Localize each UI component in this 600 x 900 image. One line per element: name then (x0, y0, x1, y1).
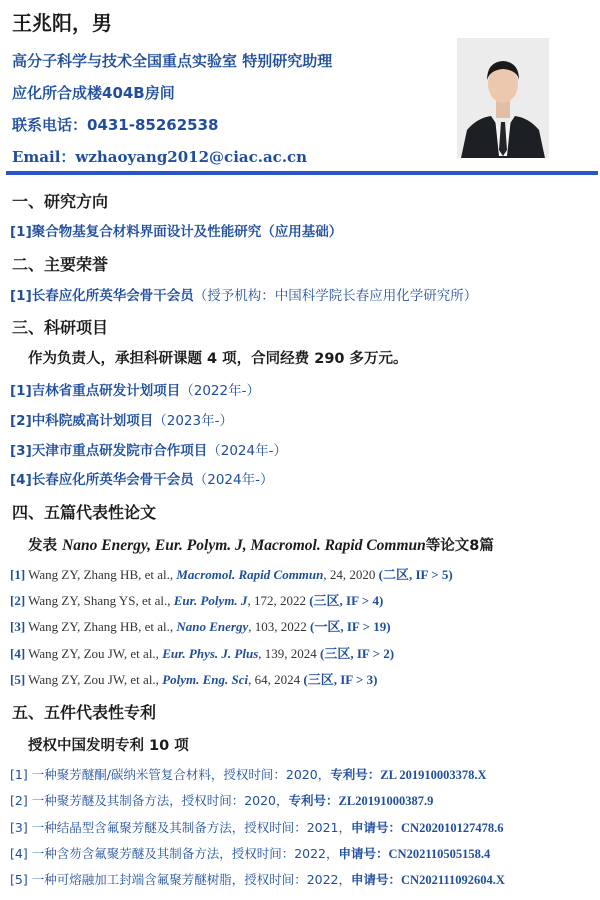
patent-label: 申请号： (351, 820, 402, 835)
paper-journal: Nano Energy (176, 619, 249, 634)
paper-number: [4] (10, 646, 26, 661)
patent-label: 申请号： (338, 846, 389, 861)
paper-number: [2] (10, 593, 26, 608)
paper-authors: Wang ZY, Zhang HB, et al., (25, 619, 177, 634)
portrait-photo (457, 38, 549, 158)
paper-detail: , 103, 2022 (248, 619, 310, 634)
item-number: [4] (10, 472, 32, 488)
patent-item (10, 818, 503, 838)
item-number: [1] (10, 288, 32, 304)
item-title: 天津市重点研发院市合作项目 (31, 443, 208, 459)
paper-detail: , 139, 2024 (258, 646, 321, 661)
paper-detail: , 24, 2020 (323, 567, 379, 582)
section-papers-heading: 四、五篇代表性论文 (12, 503, 157, 522)
paper-item (10, 565, 453, 585)
patent-number: [1] (10, 767, 28, 782)
summary-suffix: 等论文8篇 (425, 538, 494, 554)
projects-summary: 作为负责人，承担科研课题 4 项，合同经费 290 多万元。 (28, 351, 408, 367)
summary-prefix: 发表 (28, 538, 63, 554)
paper-authors: Wang ZY, Zou JW, et al., (25, 646, 163, 661)
item-title: 长春应化所英华会骨干会员 (31, 288, 194, 304)
paper-item (10, 591, 383, 611)
item-number: [3] (10, 443, 32, 459)
item-note: （2024年-） (193, 472, 274, 488)
patent-code: CN202110505158.4 (388, 847, 491, 861)
patent-text: 一种聚芳醚及其制备方法，授权时间：2020， (27, 793, 289, 808)
item-number: [1] (10, 383, 32, 399)
section-patents-heading: 五、五件代表性专利 (12, 703, 157, 722)
patent-label: 申请号： (351, 872, 402, 887)
patent-item (10, 844, 490, 864)
patent-label: 专利号： (330, 767, 381, 782)
paper-number: [5] (10, 672, 26, 687)
patent-text: 一种含芴含氟聚芳醚及其制备方法，授权时间：2022， (27, 846, 339, 861)
patent-code: CN202111092604.X (401, 873, 505, 887)
paper-zone: (三区, IF > 4) (309, 593, 384, 608)
patent-item (10, 765, 487, 785)
item-note: （2023年-） (153, 413, 233, 429)
paper-authors: Wang ZY, Zhang HB, et al., (25, 567, 177, 582)
papers-summary (28, 535, 494, 557)
person-name: 王兆阳，男 (12, 11, 112, 35)
paper-number: [1] (10, 567, 26, 582)
office-line: 应化所合成楼404B房间 (12, 84, 175, 102)
item-note: （应用基础） (261, 224, 343, 240)
paper-authors: Wang ZY, Shang YS, et al., (25, 593, 174, 608)
patent-text: 一种结晶型含氟聚芳醚及其制备方法，授权时间：2021， (27, 820, 352, 835)
paper-journal: Eur. Polym. J (173, 593, 248, 608)
paper-item (10, 670, 377, 690)
item-note: （2022年-） (180, 383, 260, 399)
patent-number: [4] (10, 846, 28, 861)
paper-zone: (三区, IF > 3) (303, 672, 378, 687)
section-projects-heading: 三、科研项目 (12, 318, 109, 337)
patent-text: 一种聚芳醚酮/碳纳米管复合材料，授权时间：2020， (27, 767, 331, 782)
project-item (10, 381, 260, 401)
paper-item (10, 644, 394, 664)
item-note: （2024年-） (207, 443, 287, 459)
item-title: 中科院威高计划项目 (31, 413, 154, 429)
research-item (10, 222, 342, 242)
patent-number: [2] (10, 793, 28, 808)
paper-zone: (二区, IF > 5) (378, 567, 453, 582)
item-title: 聚合物基复合材料界面设计及性能研究 (31, 224, 262, 240)
patent-code: CN202010127478.6 (401, 821, 504, 835)
item-number: [2] (10, 413, 32, 429)
project-item (10, 411, 233, 431)
project-item (10, 470, 273, 490)
profile-header (12, 8, 452, 168)
item-number: [1] (10, 224, 32, 240)
patent-number: [3] (10, 820, 28, 835)
paper-detail: , 172, 2022 (247, 593, 310, 608)
honor-item (10, 286, 477, 306)
patent-item (10, 870, 505, 890)
item-title: 吉林省重点研发计划项目 (31, 383, 181, 399)
patents-summary: 授权中国发明专利 10 项 (28, 738, 189, 754)
header-divider (6, 171, 598, 175)
section-research-heading: 一、研究方向 (12, 192, 109, 211)
patent-item (10, 791, 433, 811)
paper-number: [3] (10, 619, 26, 634)
paper-journal: Macromol. Rapid Commun (176, 567, 324, 582)
patent-code: ZL 201910003378.X (380, 768, 487, 782)
paper-authors: Wang ZY, Zou JW, et al., (25, 672, 163, 687)
email-line: Email：wzhaoyang2012@ciac.ac.cn (12, 148, 308, 166)
project-item (10, 441, 287, 461)
phone-line: 联系电话：0431-85262538 (12, 116, 219, 134)
summary-journals: Nano Energy, Eur. Polym. J, Macromol. Rapid Commun (62, 537, 426, 554)
section-honors-heading: 二、主要荣誉 (12, 255, 109, 274)
position-line: 高分子科学与技术全国重点实验室 特别研究助理 (12, 52, 333, 70)
item-title: 长春应化所英华会骨干会员 (31, 472, 194, 488)
paper-detail: , 64, 2024 (248, 672, 304, 687)
patent-number: [5] (10, 872, 28, 887)
patent-label: 专利号： (288, 793, 339, 808)
patent-text: 一种可熔融加工封端含氟聚芳醚树脂，授权时间：2022， (27, 872, 352, 887)
paper-zone: (一区, IF > 19) (310, 619, 391, 634)
paper-journal: Eur. Phys. J. Plus (162, 646, 259, 661)
paper-zone: (三区, IF > 2) (320, 646, 395, 661)
paper-item (10, 617, 391, 637)
item-note: （授予机构：中国科学院长春应用化学研究所） (193, 288, 478, 304)
paper-journal: Polym. Eng. Sci (162, 672, 249, 687)
patent-code: ZL20191000387.9 (338, 794, 434, 808)
